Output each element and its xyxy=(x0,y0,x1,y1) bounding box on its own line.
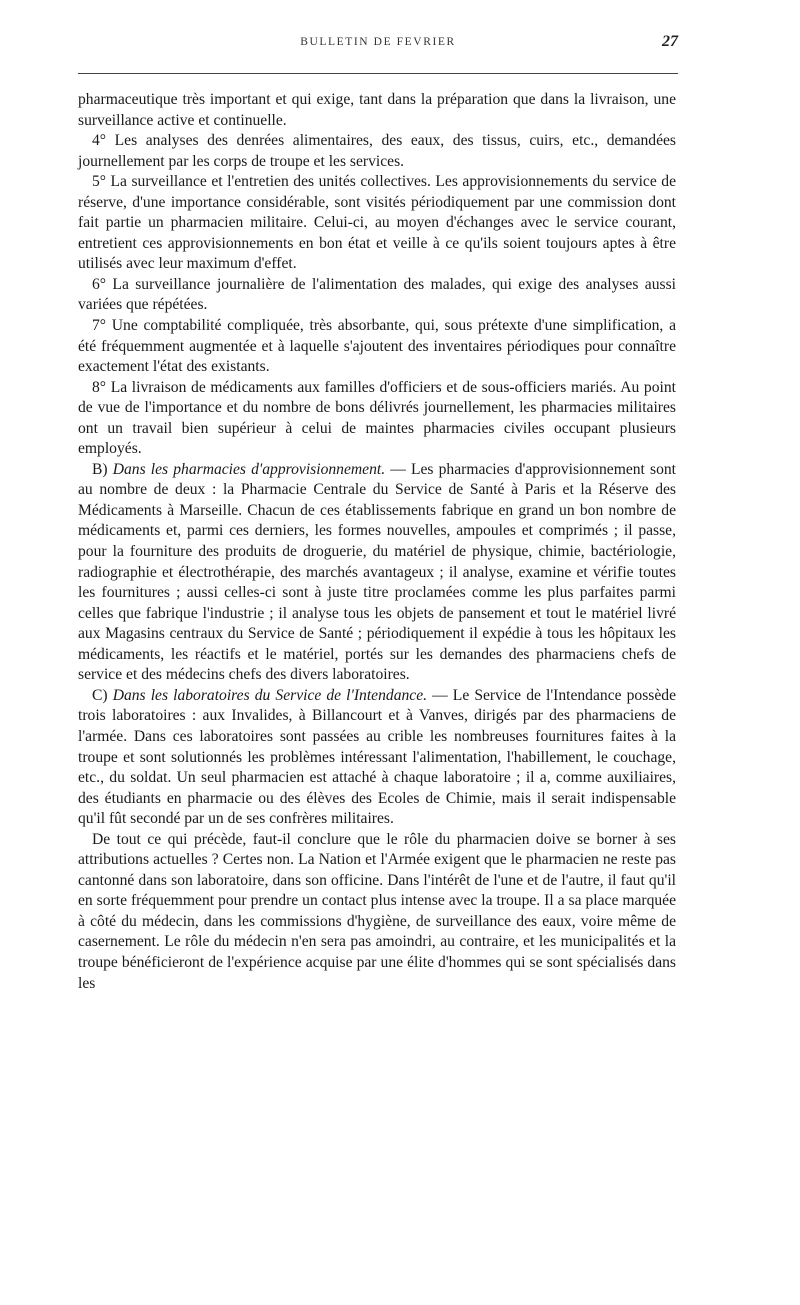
paragraph: 8° La livraison de médicaments aux familles d'officiers et de sous-officiers mariés. Au point de vue de l'importance et du nombre de bons délivrés journellement, les pharmacies militaires ont un travail bien supérieur à celui de maintes pharmacies civiles occupant plusieurs employés. xyxy=(78,378,676,458)
header-rule xyxy=(78,73,678,74)
paragraph: De tout ce qui précède, faut-il conclure que le rôle du pharmacien doive se borner à ses attributions actuelles ? Certes non. La Nation et l'Armée exigent que le pharmacien ne reste pas cantonné dans son laboratoire, dans son officine. Dans l'intérêt de l'une et de l'autre, il faut qu'il en sorte fréquemment pour prendre un contact plus intense avec la troupe. Il a sa place marquée à côté du médecin, dans les commissions d'hygiène, de surveillance des eaux, voire même de casernement. Le rôle du médecin n'en sera pas amoindri, au contraire, et les municipalités et la troupe bénéficieront de l'expérience acquise par une élite d'hommes qui se sont spécialisés dans les xyxy=(78,830,676,992)
section-paragraph-c: C) Dans les laboratoires du Service de l'Intendance. — Le Service de l'Intendance possède trois laboratoires : aux Invalides, à Billancourt et à Vanves, dirigés par des pharmaciens de l'armée. Dans ces laboratoires sont passées au crible les nombreuses fournitures faites à la troupe et sont solutionnés les problèmes intéressant l'alimentation, l'habillement, le couchage, etc., du soldat. Un seul pharmacien est attaché à chaque laboratoire ; il a, comme auxiliaires, des étudiants en pharmacie ou des élèves des Ecoles de Chimie, mais il serait indispensable qu'il fût secondé par un de ses confrères militaires. xyxy=(78,686,676,828)
paragraph: pharmaceutique très important et qui exige, tant dans la préparation que dans la livraison, une surveillance active et continuelle. xyxy=(78,91,676,129)
section-heading: Dans les pharmacies d'approvisionnement. xyxy=(112,460,386,478)
paragraph: 7° Une comptabilité compliquée, très absorbante, qui, sous prétexte d'une simplification, a été fréquemment augmentée et à laquelle s'ajoutent des inventaires périodiques pour connaître exactement l'état des existants. xyxy=(78,317,676,376)
running-title: BULLETIN DE FEVRIER xyxy=(300,36,456,48)
page-number: 27 xyxy=(662,33,678,50)
section-letter: C) xyxy=(92,686,108,704)
paragraph: 6° La surveillance journalière de l'alimentation des malades, qui exige des analyses aussi variées que répétées. xyxy=(78,275,676,314)
body-text xyxy=(78,90,676,994)
paragraph: 5° La surveillance et l'entretien des unités collectives. Les approvisionnements du service de réserve, d'une importance considérable, sont visités périodiquement par une commission dont fait partie un pharmacien militaire. Celui-ci, au moyen d'échanges avec le service courant, entretient ces approvisionnements en bon état et veille à ce qu'ils soient toujours aptes à être utilisés avec leur maximum d'effet. xyxy=(78,173,676,273)
section-heading: Dans les laboratoires du Service de l'Intendance. xyxy=(112,686,428,704)
section-paragraph-b: B) Dans les pharmacies d'approvisionnement. — Les pharmacies d'approvisionnement sont au nombre de deux : la Pharmacie Centrale du Service de Santé à Paris et la Réserve des Médicaments à Marseille. Chacun de ces établissements fabrique en grand un bon nombre de médicaments et, parmi ces derniers, les formes nouvelles, ampoules et comprimés ; il passe, pour la fourniture des produits de droguerie, du matériel de physique, chimie, bactériologie, radiographie et électrothérapie, des marchés avantageux ; il analyse, examine et vérifie toutes les fournitures ; aussi celles-ci sont à juste titre proclamées comme les plus parfaites parmi celles que fabrique l'industrie ; il analyse tous les objets de pansement et tout le matériel livré aux Magasins centraux du Service de Santé ; périodiquement il expédie à tous les hôpitaux les médicaments, les réactifs et le matériel, portés sur les demandes des pharmaciens chefs de service et des médecins chefs des divers laboratoires. xyxy=(78,460,676,684)
page-header xyxy=(78,33,678,60)
section-letter: B) xyxy=(92,460,108,478)
paragraph: 4° Les analyses des denrées alimentaires, des eaux, des tissus, cuirs, etc., demandées journellement par les corps de troupe et les services. xyxy=(78,132,676,170)
